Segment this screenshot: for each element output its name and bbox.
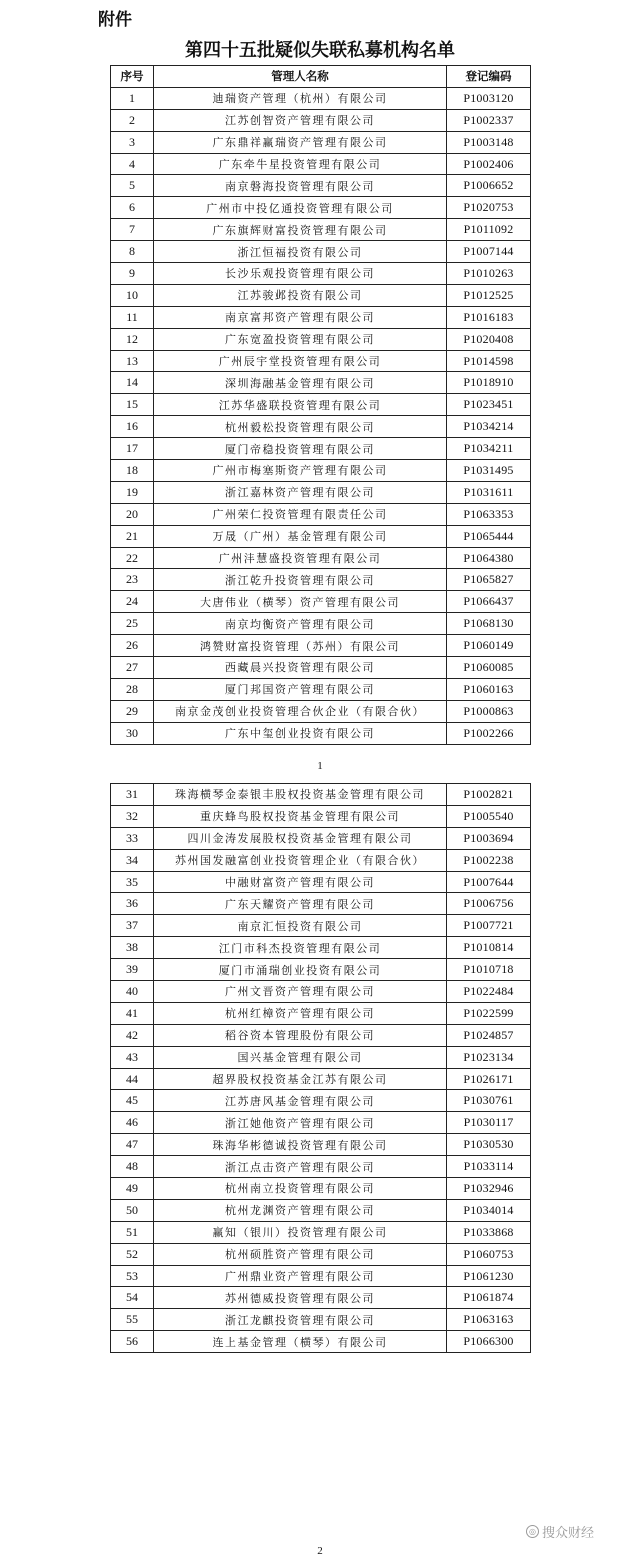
registration-code: P1033868: [447, 1221, 531, 1243]
table-row: [111, 1068, 531, 1090]
registration-code: P1003694: [447, 827, 531, 849]
manager-name: 南京富邦资产管理有限公司: [154, 306, 447, 328]
manager-name: 浙江龙麒投资管理有限公司: [154, 1309, 447, 1331]
row-index: 11: [111, 306, 154, 328]
row-index: 20: [111, 503, 154, 525]
registration-code: P1010263: [447, 263, 531, 285]
registration-code: P1033114: [447, 1156, 531, 1178]
row-index: 3: [111, 131, 154, 153]
row-index: 41: [111, 1002, 154, 1024]
registration-code: P1002821: [447, 784, 531, 806]
registration-code: P1024857: [447, 1024, 531, 1046]
manager-name: 广东牵牛星投资管理有限公司: [154, 153, 447, 175]
manager-name: 珠海华彬德诚投资管理有限公司: [154, 1134, 447, 1156]
table-row: [111, 284, 531, 306]
manager-name: 杭州南立投资管理有限公司: [154, 1178, 447, 1200]
row-index: 5: [111, 175, 154, 197]
table-row: [111, 241, 531, 263]
table-row: [111, 175, 531, 197]
row-index: 10: [111, 284, 154, 306]
manager-name: 江苏华盛联投资管理有限公司: [154, 394, 447, 416]
row-index: 33: [111, 827, 154, 849]
table-row: [111, 805, 531, 827]
manager-name: 四川金涛发展股权投资基金管理有限公司: [154, 827, 447, 849]
table-row: [111, 460, 531, 482]
table-row: [111, 915, 531, 937]
row-index: 29: [111, 700, 154, 722]
table-row: [111, 1112, 531, 1134]
table-row: [111, 131, 531, 153]
manager-name: 杭州红樟资产管理有限公司: [154, 1002, 447, 1024]
registration-code: P1066300: [447, 1331, 531, 1353]
manager-name: 厦门市涌瑞创业投资有限公司: [154, 959, 447, 981]
manager-name: 广州沣慧盛投资管理有限公司: [154, 547, 447, 569]
watermark: [526, 1522, 594, 1541]
table-row: [111, 1243, 531, 1265]
registration-code: P1060149: [447, 635, 531, 657]
manager-name: 广州鼎业资产管理有限公司: [154, 1265, 447, 1287]
page-number: 2: [317, 1545, 323, 1557]
row-index: 43: [111, 1046, 154, 1068]
row-index: 38: [111, 937, 154, 959]
table-row: [111, 635, 531, 657]
table-row: [111, 1156, 531, 1178]
manager-name: 江苏骏邺投资有限公司: [154, 284, 447, 306]
manager-name: 厦门邦国资产管理有限公司: [154, 678, 447, 700]
manager-name: 广州市中投亿通投资管理有限公司: [154, 197, 447, 219]
manager-name: 南京均衡资产管理有限公司: [154, 613, 447, 635]
table-row: [111, 481, 531, 503]
manager-name: 珠海横琴金泰银丰股权投资基金管理有限公司: [154, 784, 447, 806]
table-row: [111, 1090, 531, 1112]
table-row: [111, 893, 531, 915]
table-row: [111, 372, 531, 394]
table-row: [111, 109, 531, 131]
table-row: [111, 547, 531, 569]
registration-code: P1011092: [447, 219, 531, 241]
manager-name: 南京金茂创业投资管理合伙企业（有限合伙）: [154, 700, 447, 722]
table-row: [111, 219, 531, 241]
registration-code: P1018910: [447, 372, 531, 394]
row-index: 44: [111, 1068, 154, 1090]
manager-name: 广东旗辉财富投资管理有限公司: [154, 219, 447, 241]
row-index: 54: [111, 1287, 154, 1309]
table-row: [111, 591, 531, 613]
row-index: 9: [111, 263, 154, 285]
manager-name: 广州文晋资产管理有限公司: [154, 981, 447, 1003]
manager-name: 浙江点击资产管理有限公司: [154, 1156, 447, 1178]
row-index: 14: [111, 372, 154, 394]
registration-code: P1003120: [447, 87, 531, 109]
registration-code: P1031495: [447, 460, 531, 482]
watermark-text: 搜众财经: [542, 1526, 595, 1541]
table-row: [111, 1024, 531, 1046]
row-index: 45: [111, 1090, 154, 1112]
table-row: [111, 416, 531, 438]
row-index: 49: [111, 1178, 154, 1200]
row-index: 35: [111, 871, 154, 893]
row-index: 52: [111, 1243, 154, 1265]
registration-code: P1065444: [447, 525, 531, 547]
table-row: [111, 394, 531, 416]
row-index: 6: [111, 197, 154, 219]
manager-name: 稻谷资本管理股份有限公司: [154, 1024, 447, 1046]
row-index: 8: [111, 241, 154, 263]
manager-name: 南京汇恒投资有限公司: [154, 915, 447, 937]
manager-name: 浙江她他资产管理有限公司: [154, 1112, 447, 1134]
registration-code: P1022484: [447, 981, 531, 1003]
manager-name: 浙江恒福投资有限公司: [154, 241, 447, 263]
manager-name: 连上基金管理（横琴）有限公司: [154, 1331, 447, 1353]
table-row: [111, 1331, 531, 1353]
registration-code: P1032946: [447, 1178, 531, 1200]
row-index: 48: [111, 1156, 154, 1178]
row-index: 28: [111, 678, 154, 700]
manager-name: 超界股权投资基金江苏有限公司: [154, 1068, 447, 1090]
table-row: [111, 613, 531, 635]
manager-name: 国兴基金管理有限公司: [154, 1046, 447, 1068]
table-body-page-1: [111, 87, 531, 744]
table-row: [111, 657, 531, 679]
row-index: 39: [111, 959, 154, 981]
row-index: 16: [111, 416, 154, 438]
registration-code: P1007144: [447, 241, 531, 263]
table-row: [111, 981, 531, 1003]
row-index: 55: [111, 1309, 154, 1331]
registration-code: P1005540: [447, 805, 531, 827]
registration-code: P1022599: [447, 1002, 531, 1024]
table-row: [111, 1221, 531, 1243]
row-index: 56: [111, 1331, 154, 1353]
row-index: 30: [111, 722, 154, 744]
manager-name: 浙江乾升投资管理有限公司: [154, 569, 447, 591]
row-index: 19: [111, 481, 154, 503]
manager-name: 广东天耀资产管理有限公司: [154, 893, 447, 915]
registration-code: P1023134: [447, 1046, 531, 1068]
row-index: 18: [111, 460, 154, 482]
row-index: 2: [111, 109, 154, 131]
manager-name: 江苏唐风基金管理有限公司: [154, 1090, 447, 1112]
row-index: 24: [111, 591, 154, 613]
header-index: 序号: [111, 66, 154, 88]
registration-code: P1063163: [447, 1309, 531, 1331]
manager-name: 江门市科杰投资管理有限公司: [154, 937, 447, 959]
table-header-row: [111, 66, 531, 88]
table-row: [111, 700, 531, 722]
registration-code: P1030530: [447, 1134, 531, 1156]
row-index: 50: [111, 1199, 154, 1221]
table-row: [111, 525, 531, 547]
registration-code: P1002337: [447, 109, 531, 131]
manager-name: 杭州硕胜资产管理有限公司: [154, 1243, 447, 1265]
table-row: [111, 937, 531, 959]
header-registration-code: 登记编码: [447, 66, 531, 88]
registration-code: P1065827: [447, 569, 531, 591]
row-index: 53: [111, 1265, 154, 1287]
table-row: [111, 1046, 531, 1068]
row-index: 40: [111, 981, 154, 1003]
registration-code: P1060085: [447, 657, 531, 679]
manager-name: 南京磐海投资管理有限公司: [154, 175, 447, 197]
registration-code: P1030761: [447, 1090, 531, 1112]
manager-name: 大唐伟业（横琴）资产管理有限公司: [154, 591, 447, 613]
registration-code: P1007721: [447, 915, 531, 937]
row-index: 42: [111, 1024, 154, 1046]
table-row: [111, 87, 531, 109]
table-row: [111, 1309, 531, 1331]
registration-code: P1016183: [447, 306, 531, 328]
registration-code: P1020408: [447, 328, 531, 350]
manager-name: 长沙乐观投资管理有限公司: [154, 263, 447, 285]
table-row: [111, 871, 531, 893]
row-index: 12: [111, 328, 154, 350]
manager-name: 广州市梅塞斯资产管理有限公司: [154, 460, 447, 482]
manager-name: 西藏晨兴投资管理有限公司: [154, 657, 447, 679]
page-number: 1: [317, 760, 323, 772]
row-index: 31: [111, 784, 154, 806]
registration-code: P1031611: [447, 481, 531, 503]
registration-code: P1060163: [447, 678, 531, 700]
manager-name: 厦门帝稳投资管理有限公司: [154, 438, 447, 460]
row-index: 34: [111, 849, 154, 871]
institution-table-page-1: [110, 65, 531, 745]
registration-code: P1063353: [447, 503, 531, 525]
table-row: [111, 197, 531, 219]
registration-code: P1002406: [447, 153, 531, 175]
row-index: 26: [111, 635, 154, 657]
registration-code: P1061874: [447, 1287, 531, 1309]
table-row: [111, 827, 531, 849]
manager-name: 浙江嘉林资产管理有限公司: [154, 481, 447, 503]
registration-code: P1026171: [447, 1068, 531, 1090]
table-row: [111, 263, 531, 285]
table-row: [111, 153, 531, 175]
manager-name: 重庆蜂鸟股权投资基金管理有限公司: [154, 805, 447, 827]
row-index: 36: [111, 893, 154, 915]
table-row: [111, 678, 531, 700]
registration-code: P1034211: [447, 438, 531, 460]
table-row: [111, 328, 531, 350]
manager-name: 广州辰宇堂投资管理有限公司: [154, 350, 447, 372]
document-page-2: [0, 780, 640, 1561]
row-index: 21: [111, 525, 154, 547]
manager-name: 中融财富资产管理有限公司: [154, 871, 447, 893]
manager-name: 广东鼎祥赢瑞资产管理有限公司: [154, 131, 447, 153]
manager-name: 苏州德威投资管理有限公司: [154, 1287, 447, 1309]
manager-name: 广东宽盈投资管理有限公司: [154, 328, 447, 350]
registration-code: P1010718: [447, 959, 531, 981]
row-index: 47: [111, 1134, 154, 1156]
row-index: 25: [111, 613, 154, 635]
row-index: 46: [111, 1112, 154, 1134]
table-row: [111, 1199, 531, 1221]
table-row: [111, 1265, 531, 1287]
registration-code: P1034014: [447, 1199, 531, 1221]
row-index: 13: [111, 350, 154, 372]
table-row: [111, 503, 531, 525]
table-body-page-2: [111, 784, 531, 1353]
row-index: 1: [111, 87, 154, 109]
circled-logo-icon: ◎: [526, 1525, 539, 1538]
registration-code: P1020753: [447, 197, 531, 219]
table-row: [111, 1134, 531, 1156]
manager-name: 赢知（银川）投资管理有限公司: [154, 1221, 447, 1243]
table-row: [111, 784, 531, 806]
registration-code: P1023451: [447, 394, 531, 416]
registration-code: P1006756: [447, 893, 531, 915]
manager-name: 杭州龙渊资产管理有限公司: [154, 1199, 447, 1221]
table-row: [111, 1178, 531, 1200]
row-index: 51: [111, 1221, 154, 1243]
row-index: 27: [111, 657, 154, 679]
row-index: 22: [111, 547, 154, 569]
registration-code: P1066437: [447, 591, 531, 613]
manager-name: 广东中玺创业投资有限公司: [154, 722, 447, 744]
header-manager-name: 管理人名称: [154, 66, 447, 88]
row-index: 32: [111, 805, 154, 827]
registration-code: P1010814: [447, 937, 531, 959]
manager-name: 苏州国发融富创业投资管理企业（有限合伙）: [154, 849, 447, 871]
registration-code: P1002238: [447, 849, 531, 871]
registration-code: P1006652: [447, 175, 531, 197]
table-row: [111, 569, 531, 591]
registration-code: P1068130: [447, 613, 531, 635]
page-title: 第四十五批疑似失联私募机构名单: [185, 40, 455, 61]
table-row: [111, 350, 531, 372]
row-index: 23: [111, 569, 154, 591]
manager-name: 广州荣仁投资管理有限责任公司: [154, 503, 447, 525]
manager-name: 杭州毅松投资管理有限公司: [154, 416, 447, 438]
registration-code: P1014598: [447, 350, 531, 372]
manager-name: 万晟（广州）基金管理有限公司: [154, 525, 447, 547]
row-index: 17: [111, 438, 154, 460]
registration-code: P1034214: [447, 416, 531, 438]
table-row: [111, 959, 531, 981]
table-row: [111, 306, 531, 328]
registration-code: P1012525: [447, 284, 531, 306]
table-row: [111, 438, 531, 460]
registration-code: P1061230: [447, 1265, 531, 1287]
table-row: [111, 722, 531, 744]
manager-name: 迪瑞资产管理（杭州）有限公司: [154, 87, 447, 109]
row-index: 15: [111, 394, 154, 416]
registration-code: P1003148: [447, 131, 531, 153]
document-page-1: [0, 0, 640, 780]
registration-code: P1002266: [447, 722, 531, 744]
row-index: 37: [111, 915, 154, 937]
registration-code: P1064380: [447, 547, 531, 569]
registration-code: P1007644: [447, 871, 531, 893]
registration-code: P1030117: [447, 1112, 531, 1134]
registration-code: P1000863: [447, 700, 531, 722]
table-row: [111, 1002, 531, 1024]
row-index: 4: [111, 153, 154, 175]
table-row: [111, 1287, 531, 1309]
row-index: 7: [111, 219, 154, 241]
manager-name: 深圳海融基金管理有限公司: [154, 372, 447, 394]
manager-name: 鸿赞财富投资管理（苏州）有限公司: [154, 635, 447, 657]
attachment-label: 附件: [98, 10, 132, 30]
institution-table-page-2: [110, 783, 531, 1353]
table-row: [111, 849, 531, 871]
registration-code: P1060753: [447, 1243, 531, 1265]
manager-name: 江苏创智资产管理有限公司: [154, 109, 447, 131]
